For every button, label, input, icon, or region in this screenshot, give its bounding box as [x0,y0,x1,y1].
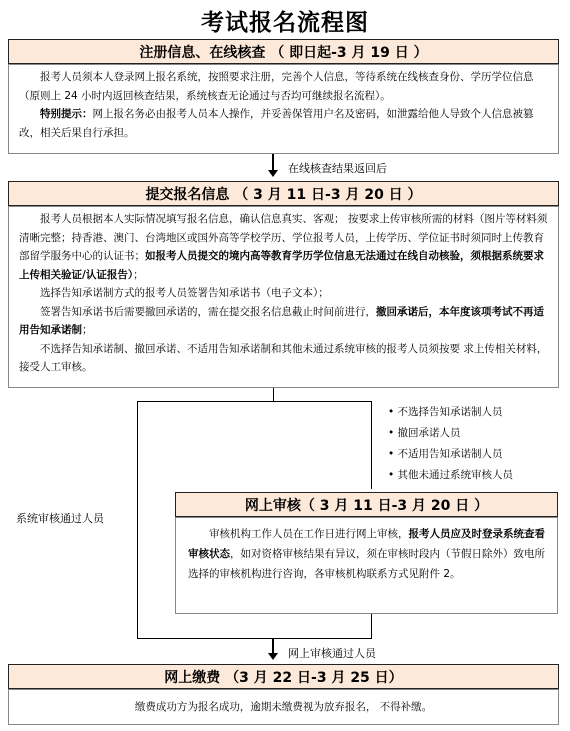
branch-item-1: • 不选择告知承诺制人员 [388,402,513,423]
bottom-join-line [137,638,372,639]
arrow1-head-icon [268,170,278,177]
stage2-paragraph-2: 选择告知承诺制方式的报考人员签署告知承诺书（电子文本）； [40,287,329,299]
branch-stem-line [273,388,274,402]
stage1-paragraph-2 [19,105,548,142]
stage2-paragraph-1 [19,210,548,284]
stage4-header [8,664,559,689]
branch-horizontal-line [137,401,372,402]
branch-item-4: • 其他未通过系统审核人员 [388,465,513,486]
stage1-paragraph-1: 报考人员须本人登录网上报名系统，按照要求注册，完善个人信息，等待系统在线核查身份、学历学位信息（原则上 24 小时内返回核查结果，系统核查无论通过与否均可继续报名流程）。 [19,71,534,102]
arrow2-label: 网上审核通过人员 [288,647,376,660]
stage2-p1-bold: 如报考人员提交的境内高等教育学历学位信息无法通过在线自动核验，须根据系统要求上传相关验证/认证报告） [19,250,544,281]
stage2-p1-end: ； [133,268,144,281]
stage2-p3-bold: 撤回承诺后，本年度该项考试不再适用告知承诺制 [19,305,544,336]
stage3-paragraph-1 [188,524,545,584]
branch-item-3: • 不适用告知承诺制人员 [388,444,513,465]
stage3-body [175,517,558,614]
arrow1-label: 在线核查结果返回后 [288,162,387,175]
stage3-p1-bold: 报考人员应及时登录系统查看审核状态 [188,528,545,560]
stage3-header [175,492,558,517]
page-title: 考试报名流程图 [201,10,369,36]
stage3-header-text: 网上审核（ 3 月 11 日-3 月 20 日 ） [244,497,489,514]
stage2-p3-end: ； [82,324,93,336]
stage2-body [8,206,559,388]
stage4-body [8,689,559,725]
left-path-label: 系统审核通过人员 [16,512,104,525]
stage3-down-line [371,614,372,639]
stage2-paragraph-3 [19,303,548,340]
stage1-header [8,39,559,64]
stage1-body [8,64,559,154]
manual-review-group-list [388,402,513,486]
stage4-header-text: 网上缴费 （3 月 22 日-3 月 25 日） [164,669,403,686]
stage2-p1-text: 报考人员根据本人实际情况填写报名信息，确认信息真实、客观； 按要求上传审核所需的材料（图片等材料须清晰完整；持香港、澳门、台湾地区或国外高等学校学历、学位报考人员，上传学历、学位证书时须同时上传教育部留学服务中心的认证书； [19,213,548,262]
stage1-special-note-label: 特别提示： [40,108,93,120]
stage3-p1-end: ，如对资格审核结果有异议，须在审核时段内（节假日除外）致电所选择的审核机构进行咨询，各审核机构联系方式见附件 2。 [188,548,545,580]
stage2-header [8,181,559,206]
stage1-special-note-text: 网上报名务必由报考人员本人操作，并妥善保管用户名及密码，如泄露给他人导致个人信息被篡改，相关后果自行承担。 [19,108,534,139]
left-path-line [137,401,138,639]
branch-item-2: • 撤回承诺人员 [388,423,513,444]
stage2-p3-text: 签署告知承诺书后需要撤回承诺的，需在提交报名信息截止时间前进行， [40,305,376,318]
stage2-paragraph-4: 不选择告知承诺制、撤回承诺、不适用告知承诺制和其他未通过系统审核的报考人员须按要 求上传相关材料，接受人工审核。 [19,342,548,373]
right-path-line [371,401,372,489]
stage4-paragraph-1: 缴费成功方为报名成功，逾期未缴费视为放弃报名， 不得补缴。 [134,701,433,713]
stage2-header-text: 提交报名信息 （ 3 月 11 日-3 月 20 日 ） [145,186,422,203]
stage1-header-text: 注册信息、在线核查 （ 即日起-3 月 19 日 ） [139,44,428,61]
stage3-p1-text: 审核机构工作人员在工作日进行网上审核， [209,528,409,540]
arrow2-head-icon [268,653,278,660]
